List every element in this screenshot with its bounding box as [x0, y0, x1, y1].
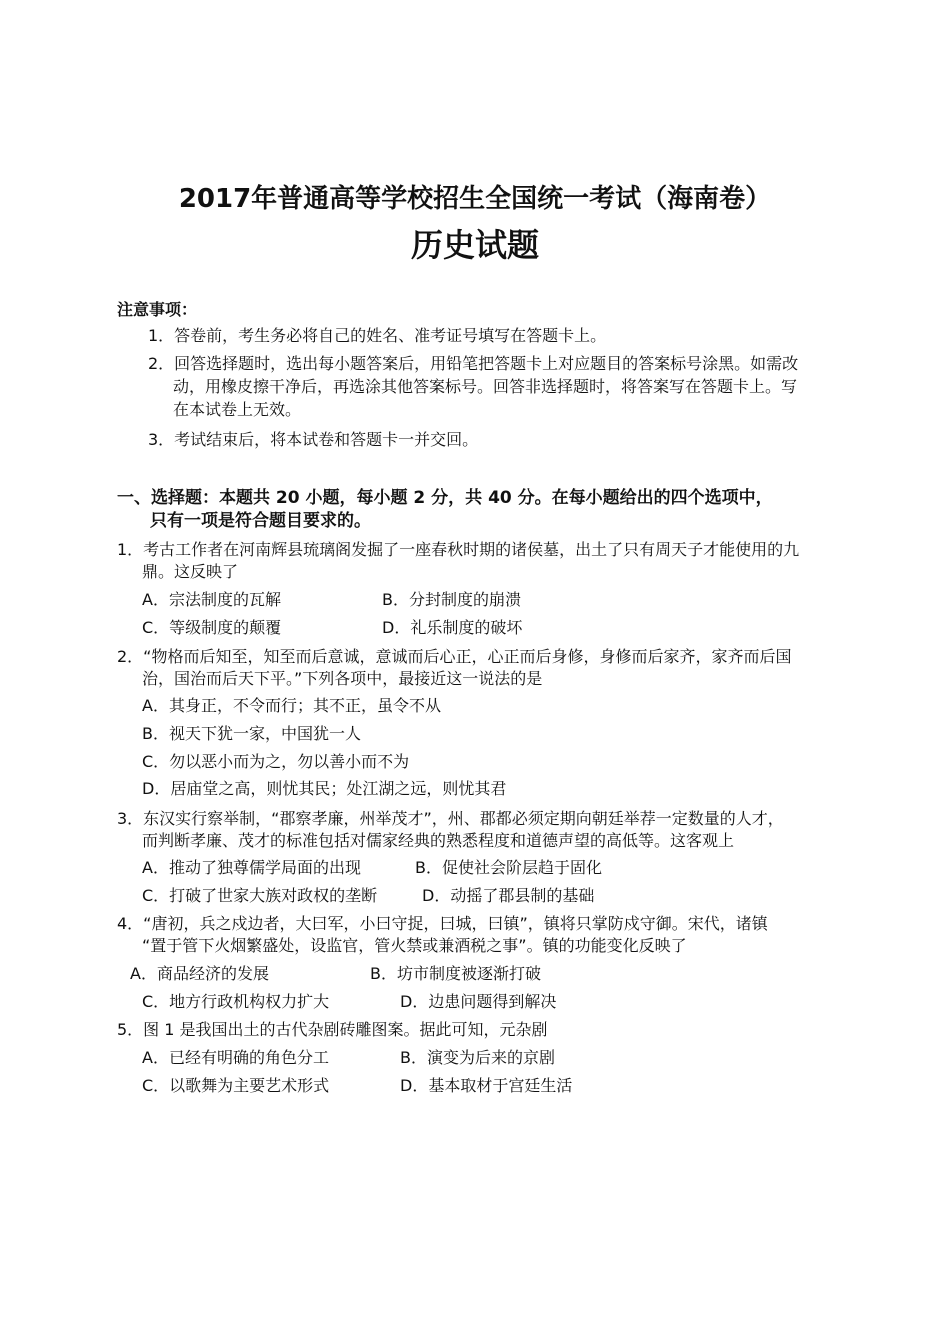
- question-stem: 3．东汉实行察举制，“郡察孝廉，州举茂才”，州、郡都必须定期向朝廷举荐一定数量的人才，: [117, 809, 784, 828]
- option-d: D．基本取材于宫廷生活: [400, 1076, 573, 1095]
- question-stem: 治，国治而后天下平。”下列各项中，最接近这一说法的是: [142, 669, 543, 688]
- option-b: B．坊市制度被逐渐打破: [370, 964, 541, 983]
- option-c: C．地方行政机构权力扩大: [142, 992, 330, 1011]
- option-a: A．推动了独尊儒学局面的出现: [142, 858, 361, 877]
- note-item: 1．答卷前，考生务必将自己的姓名、准考证号填写在答题卡上。: [148, 326, 607, 345]
- question-stem: 鼎。这反映了: [142, 562, 239, 581]
- exam-subject: 历史试题: [410, 226, 539, 264]
- option-d: D．居庙堂之高，则忧其民；处江湖之远，则忧其君: [142, 779, 507, 798]
- option-b: B．促使社会阶层趋于固化: [415, 858, 602, 877]
- question-stem: “置于管下火烟繁盛处，设监官，管火禁或兼酒税之事”。镇的功能变化反映了: [142, 936, 687, 955]
- exam-title: 2017年普通高等学校招生全国统一考试（海南卷）: [178, 184, 772, 214]
- option-b: B．分封制度的崩溃: [382, 590, 521, 609]
- option-b: B．视天下犹一家，中国犹一人: [142, 724, 361, 743]
- option-c: C．勿以恶小而为之，勿以善小而不为: [142, 752, 410, 771]
- option-b: B．演变为后来的京剧: [400, 1048, 555, 1067]
- option-d: D．礼乐制度的破坏: [382, 618, 523, 637]
- option-a: A．其身正，不令而行；其不正，虽令不从: [142, 696, 441, 715]
- option-c: C．以歌舞为主要艺术形式: [142, 1076, 330, 1095]
- notes-heading: 注意事项：: [117, 300, 198, 319]
- option-c: C．打破了世家大族对政权的垄断: [142, 886, 378, 905]
- question-stem: 5．图 1 是我国出土的古代杂剧砖雕图案。据此可知，元杂剧: [117, 1020, 548, 1039]
- option-c: C．等级制度的颠覆: [142, 618, 282, 637]
- question-stem: 而判断孝廉、茂才的标准包括对儒家经典的熟悉程度和道德声望的高低等。这客观上: [142, 831, 735, 850]
- option-d: D．动摇了郡县制的基础: [422, 886, 595, 905]
- question-stem: 4．“唐初，兵之戍边者，大曰军，小曰守捉，曰城，曰镇”，镇将只掌防戍守御。宋代，诸镇: [117, 914, 768, 933]
- note-item: 3．考试结束后，将本试卷和答题卡一并交回。: [148, 430, 479, 449]
- question-stem: 2．“物格而后知至，知至而后意诚，意诚而后心正，心正而后身修，身修而后家齐，家齐而后国: [117, 647, 792, 666]
- option-d: D．边患问题得到解决: [400, 992, 557, 1011]
- section-heading-line: 一、选择题：本题共 20 小题，每小题 2 分，共 40 分。在每小题给出的四个选项中，: [117, 488, 773, 508]
- note-item-cont: 在本试卷上无效。: [173, 400, 302, 419]
- note-item: 2．回答选择题时，选出每小题答案后，用铅笔把答题卡上对应题目的答案标号涂黑。如需改: [148, 354, 799, 373]
- option-a: A．商品经济的发展: [130, 964, 269, 983]
- option-a: A．已经有明确的角色分工: [142, 1048, 329, 1067]
- section-heading-line: 只有一项是符合题目要求的。: [150, 511, 371, 531]
- question-stem: 1．考古工作者在河南辉县琉璃阁发掘了一座春秋时期的诸侯墓，出土了只有周天子才能使用的九: [117, 540, 800, 559]
- option-a: A．宗法制度的瓦解: [142, 590, 281, 609]
- note-item-cont: 动，用橡皮擦干净后，再选涂其他答案标号。回答非选择题时，将答案写在答题卡上。写: [173, 377, 798, 396]
